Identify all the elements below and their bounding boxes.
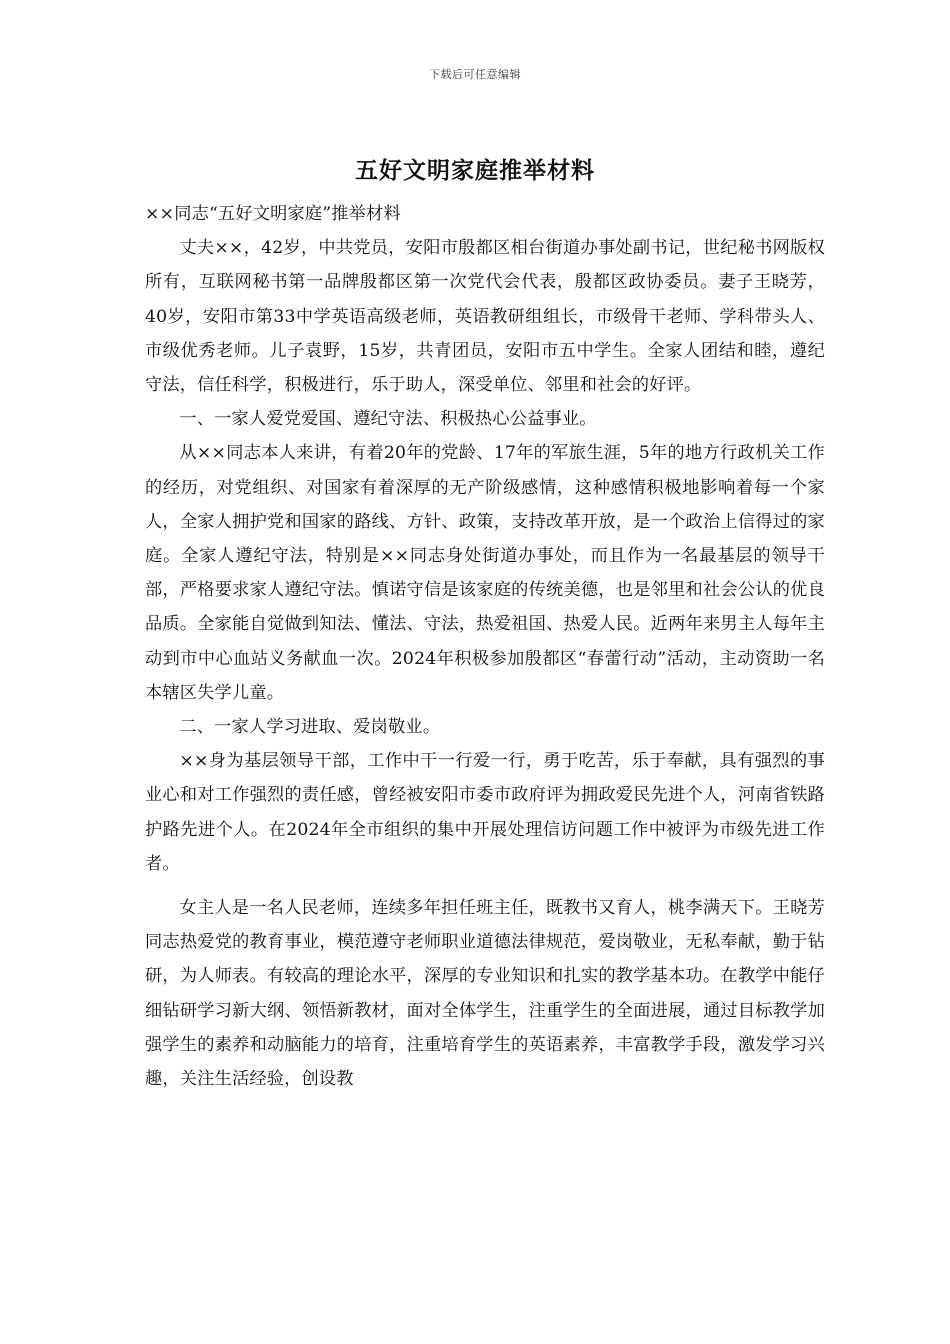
paragraph-family-intro: 丈夫××，42岁，中共党员，安阳市殷都区相台街道办事处副书记，世纪秘书网版权所有，互联网秘书第一品牌殷都区第一次党代会代表，殷都区政协委员。妻子王晓芳，40岁，安阳市第33中学英语高级老师，英语教研组组长，市级骨干老师、学科带头人、市级优秀老师。儿子袁野，15岁，共青团员，安阳市五中学生。全家人团结和睦，遵纪守法，信任科学，积极进行，乐于助人，深受单位、邻里和社会的好评。	[145, 238, 825, 396]
header-note: 下载后可任意编辑	[429, 68, 521, 81]
document-subtitle: ××同志“五好文明家庭”推举材料	[145, 204, 401, 224]
paragraph-wife-work: 女主人是一名人民老师，连续多年担任班主任，既教书又育人，桃李满天下。王晓芳同志热爱党的教育事业，模范遵守老师职业道德法律规范，爱岗敬业，无私奉献，勤于钻研，为人师表。有较高的理论水平，深厚的专业知识和扎实的教学基本功。在教学中能仔细钻研学习新大纲、领悟新教材，面对全体学生，注重学生的全面进展，通过目标教学加强学生的素养和动脑能力的培育，注重培育学生的英语素养，丰富教学手段，激发学习兴趣，关注生活经验，创设教	[145, 898, 825, 1090]
paragraph-husband-work: ××身为基层领导干部，工作中干一行爱一行，勇于吃苦，乐于奉献，具有强烈的事业心和对工作强烈的责任感，曾经被安阳市委市政府评为拥政爱民先进个人，河南省铁路护路先进个人。在2024年全市组织的集中开展处理信访问题工作中被评为市级先进工作者。	[145, 751, 825, 874]
document-body	[145, 197, 825, 1096]
document-title: 五好文明家庭推举材料	[355, 157, 595, 184]
section-heading-2: 二、一家人学习进取、爱岗敬业。	[179, 717, 441, 738]
section-heading-1: 一、一家人爱党爱国、遵纪守法、积极热心公益事业。	[179, 409, 597, 430]
paragraph-section-1: 从××同志本人来讲，有着20年的党龄、17年的军旅生涯，5年的地方行政机关工作的经历，对党组织、对国家有着深厚的无产阶级感情，这种感情积极地影响着每一个家人，全家人拥护党和国家的路线、方针、政策，支持改革开放，是一个政治上信得过的家庭。全家人遵纪守法，特别是××同志身处街道办事处，而且作为一名最基层的领导干部，严格要求家人遵纪守法。慎诺守信是该家庭的传统美德，也是邻里和社会公认的优良品质。全家能自觉做到知法、懂法、守法，热爱祖国、热爱人民。近两年来男主人每年主动到市中心血站义务献血一次。2024年积极参加殷都区“春蕾行动”活动，主动资助一名本辖区失学儿童。	[145, 443, 825, 703]
